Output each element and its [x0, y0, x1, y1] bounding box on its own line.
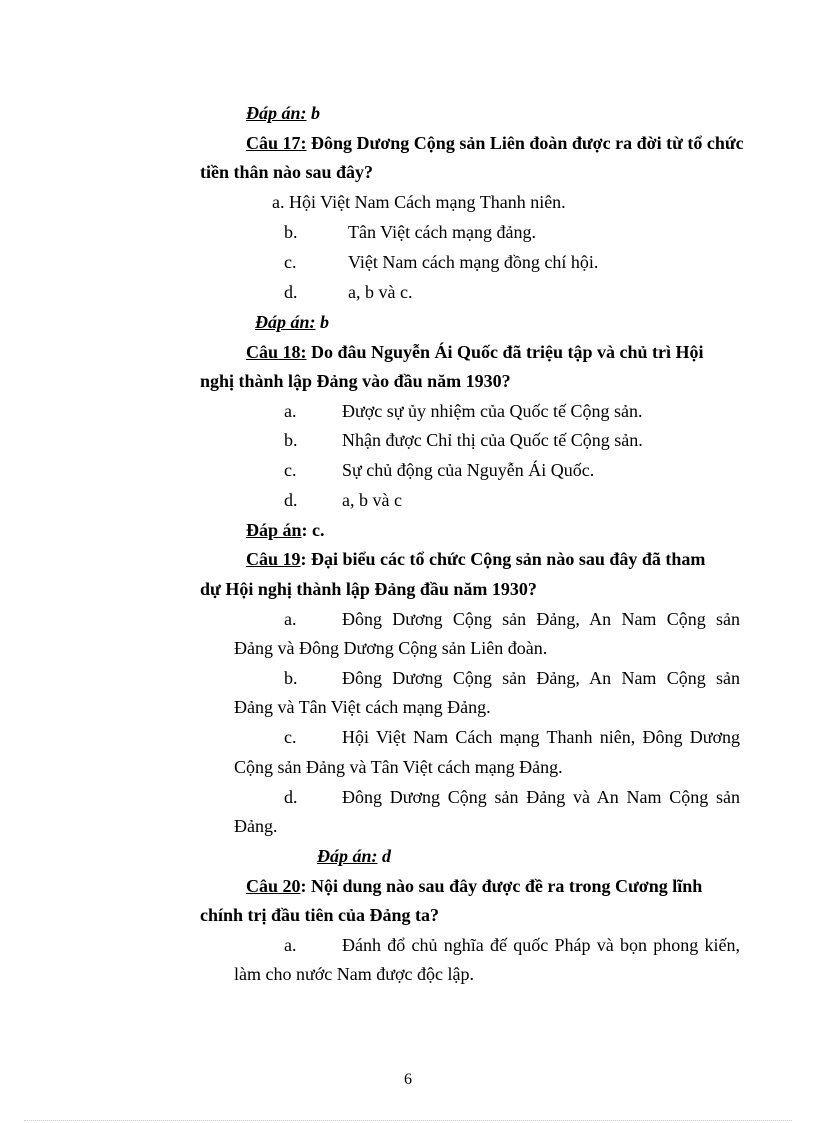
option-label: a.	[284, 609, 297, 629]
option-text: Việt Nam cách mạng đồng chí hội.	[348, 252, 599, 272]
option-text: Đánh đổ chủ nghĩa đế quốc Pháp và bọn phong kiến,	[342, 935, 740, 955]
question-19-line1	[246, 547, 705, 571]
question-text: Đông Dương Cộng sản Liên đoàn được ra đời từ tổ chức	[306, 133, 744, 153]
option-text: a, b và c	[342, 490, 402, 510]
option-19-b-line1	[284, 666, 740, 690]
option-19-a-line1	[284, 607, 740, 631]
option-17-b	[284, 220, 536, 244]
question-18-line1	[246, 340, 704, 364]
question-text: : Nội dung nào sau đây được đề ra trong Cương lĩnh	[300, 876, 703, 896]
answer-label: Đáp án	[246, 520, 302, 540]
answer-label: Đáp án:	[246, 103, 307, 123]
answer-16	[246, 101, 320, 125]
option-text: Đông Dương Cộng sản Đảng, An Nam Cộng sản	[342, 609, 740, 629]
option-19-a-line2: Đảng và Đông Dương Cộng sản Liên đoàn.	[234, 638, 548, 658]
option-label: b.	[284, 222, 298, 242]
option-19-d-line2: Đảng.	[234, 816, 278, 836]
question-18-line2: nghị thành lập Đảng vào đầu năm 1930?	[200, 371, 511, 391]
option-text: Đông Dương Cộng sản Đảng, An Nam Cộng sản	[342, 668, 740, 688]
option-18-a	[284, 399, 642, 423]
option-text: Tân Việt cách mạng đảng.	[348, 222, 537, 242]
answer-18	[246, 518, 325, 542]
option-18-b	[284, 428, 643, 452]
option-text: Sự chủ động của Nguyễn Ái Quốc.	[342, 460, 595, 480]
answer-value: b	[306, 103, 321, 123]
question-text: Do đâu Nguyễn Ái Quốc đã triệu tập và chủ trì Hội	[306, 342, 704, 362]
option-label: c.	[284, 460, 297, 480]
answer-label: Đáp án:	[255, 312, 316, 332]
question-20-line2: chính trị đầu tiên của Đảng ta?	[200, 905, 440, 925]
option-text: Nhận được Chỉ thị của Quốc tế Cộng sản.	[342, 430, 643, 450]
answer-value: b	[315, 312, 330, 332]
option-text: Được sự ủy nhiệm của Quốc tế Cộng sản.	[342, 401, 643, 421]
page-bottom-border	[24, 1120, 792, 1121]
question-17-line1	[246, 131, 744, 155]
question-19-line2: dự Hội nghị thành lập Đảng đầu năm 1930?	[200, 579, 537, 599]
option-label: d.	[284, 282, 298, 302]
option-text: Đông Dương Cộng sản Đảng và An Nam Cộng sản	[342, 787, 740, 807]
option-17-d	[284, 280, 412, 304]
option-19-d-line1	[284, 785, 740, 809]
option-18-c	[284, 458, 594, 482]
page-number: 6	[404, 1071, 412, 1088]
option-label: c.	[284, 252, 297, 272]
option-18-d	[284, 488, 402, 512]
option-label: b.	[284, 430, 298, 450]
option-label: d.	[284, 787, 298, 807]
option-19-b-line2: Đảng và Tân Việt cách mạng Đảng.	[234, 697, 491, 717]
option-label: c.	[284, 727, 297, 747]
answer-value: d	[377, 846, 392, 866]
answer-19	[317, 844, 391, 868]
answer-label: Đáp án:	[317, 846, 378, 866]
option-text: Hội Việt Nam Cách mạng Thanh niên, Đông Dương	[342, 727, 740, 747]
question-text: : Đại biểu các tổ chức Cộng sản nào sau đây đã tham	[300, 549, 706, 569]
option-label: a.	[284, 401, 297, 421]
option-20-a-line1	[284, 933, 740, 957]
question-label: Câu 17:	[246, 133, 307, 153]
option-17-a: a. Hội Việt Nam Cách mạng Thanh niên.	[272, 192, 566, 212]
question-17-line2: tiền thân nào sau đây?	[200, 162, 374, 182]
question-label: Câu 18:	[246, 342, 307, 362]
option-label: a.	[284, 935, 297, 955]
option-label: d.	[284, 490, 298, 510]
question-label: Câu 20	[246, 876, 301, 896]
answer-17	[255, 310, 329, 334]
option-17-c	[284, 250, 598, 274]
option-text: a, b và c.	[348, 282, 413, 302]
option-label: b.	[284, 668, 298, 688]
option-19-c-line1	[284, 725, 740, 749]
question-label: Câu 19	[246, 549, 301, 569]
question-20-line1	[246, 874, 702, 898]
option-20-a-line2: làm cho nước Nam được độc lập.	[234, 964, 474, 984]
option-19-c-line2: Cộng sản Đảng và Tân Việt cách mạng Đảng.	[234, 757, 563, 777]
answer-value: : c.	[301, 520, 325, 540]
